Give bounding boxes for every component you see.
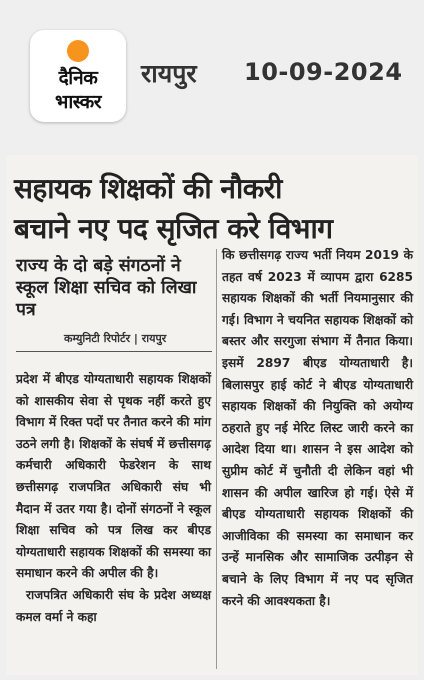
article-paragraph: कि छत्तीसगढ़ राज्य भर्ती नियम 2019 के तहत वर्ष 2023 में व्यापम द्वारा 6285 सहायक शिक्षकों की भर्ती नियमानुसार की गई। विभाग ने चयनित सहायक शिक्षकों को बस्तर और सरगुजा संभाग में तैनात किया। इसमें 2897 बीएड योग्यताधारी है। बिलासपुर हाई कोर्ट ने बीएड योग्यताधारी सहायक शिक्षकों की नियुक्ति को अयोग्य ठहराते हुए नई मेरिट लिस्ट जारी करने का आदेश दिया था। शासन ने इस आदेश को सुप्रीम कोर्ट में चुनौती दी लेकिन वहां भी शासन की अपील खारिज हो गई। ऐसे में बीएड योग्यताधारी सहायक शिक्षकों की आजीविका की समस्या का समाधान कर उन्हें मानसिक और सामाजिक उत्पीड़न से बचाने के लिए विभाग में नए पद सृजित करने की आवश्यकता है। [222,248,413,608]
byline-divider [16,351,212,352]
headline-line-2: बचाने नए पद सृजित करे विभाग [14,212,333,245]
publication-date: 10-09-2024 [244,58,403,86]
page-header [0,0,424,150]
sun-icon [67,40,89,62]
city-name: रायपुर [141,59,197,88]
news-clipping [6,155,418,675]
article-paragraph: प्रदेश में बीएड योग्यताधारी सहायक शिक्षकों को शासकीय सेवा से पृथक नहीं करते हुए विभाग में रिक्त पदों पर तैनात करने की मांग उठने लगी है। शिक्षकों के संघर्ष में छत्तीसगढ़ कर्मचारी अधिकारी फेडरेशन के साथ छत्तीसगढ़ राजपत्रित अधिकारी संघ भी मैदान में उतर गया है। दोनों संगठनों ने स्कूल शिक्षा सचिव को पत्र लिख कर बीएड योग्यताधारी सहायक शिक्षकों की समस्या का समाधान करने की अपील की है। [16,372,211,581]
logo-word-bhaskar: भास्कर [54,91,102,113]
column-divider [216,249,217,669]
byline: कम्युनिटी रिपोर्टर | रायपुर [64,332,167,345]
article-paragraph: राजपत्रित अधिकारी संघ के प्रदेश अध्यक्ष कमल वर्मा ने कहा [16,587,211,624]
logo-word-dainik: दैनिक [58,67,98,89]
article-column-left [16,369,211,628]
dainik-bhaskar-logo [30,30,126,122]
subheadline: राज्य के दो बड़े संगठनों ने स्कूल शिक्षा सचिव को लिखा पत्र [16,256,197,320]
headline-line-1: सहायक शिक्षकों की नौकरी [14,172,282,205]
article-column-right [222,245,413,612]
